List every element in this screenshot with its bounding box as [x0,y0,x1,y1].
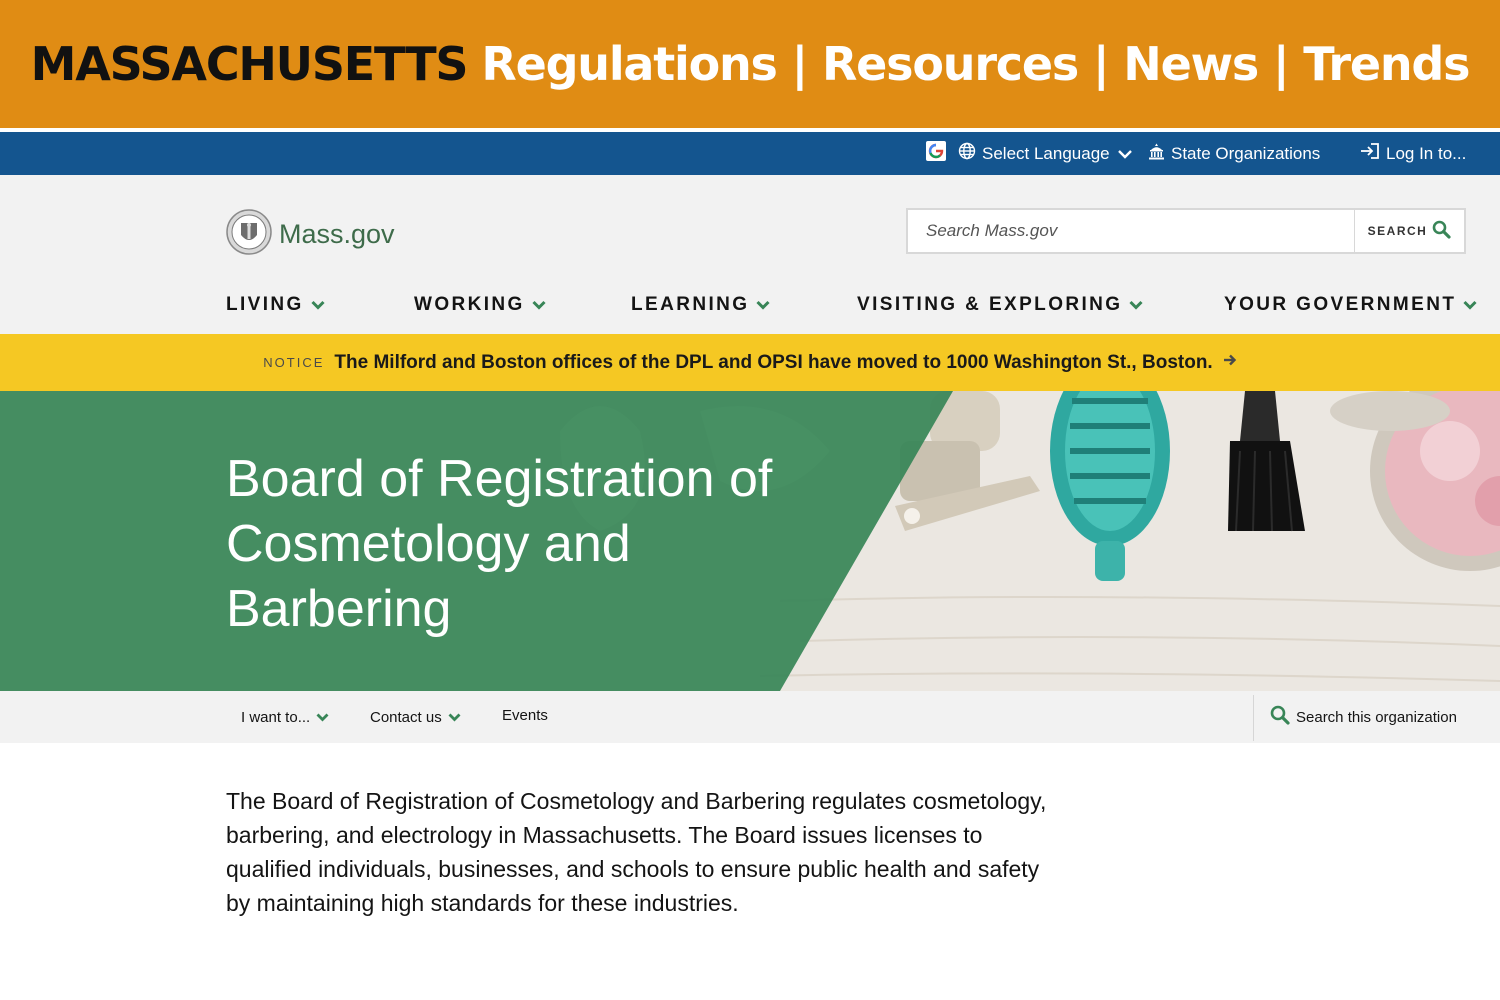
globe-icon [958,142,982,165]
nav-item-visiting-exploring[interactable] [857,287,1143,323]
state-seal-icon [226,209,272,260]
main-navigation [0,287,1500,323]
promo-banner [0,0,1500,128]
search-icon [1427,220,1451,242]
login-icon [1360,142,1386,165]
subnav-item-label: Contact us [370,708,442,726]
hero-section [0,391,1500,691]
chevron-down-icon [749,294,770,316]
intro-paragraph: The Board of Registration of Cosmetology and Barbering regulates cosmetology, barbering, and electrology in Massachusetts. The Board issues licenses to qualified individuals, businesses, and schools to ensure public health and safety by maintaining high standards for these industries. [226,788,1047,916]
chevron-down-icon [525,294,546,316]
notice-label: NOTICE [263,355,325,370]
nav-item-label: VISITING & EXPLORING [857,294,1123,315]
search-button[interactable] [1354,210,1464,252]
chevron-down-icon [1118,144,1138,164]
chevron-down-icon [442,709,461,726]
search-input[interactable] [908,210,1354,252]
banner-subtitle: Regulations | Resources | News | Trends [481,37,1470,91]
building-icon [1148,143,1171,165]
chevron-down-icon [310,709,329,726]
google-translate-icon [926,141,952,166]
select-language-button[interactable] [926,132,1138,175]
nav-item-label: YOUR GOVERNMENT [1224,294,1457,315]
nav-item-label: WORKING [414,294,525,315]
site-header [0,175,1500,334]
site-search [906,208,1466,254]
banner-title: MASSACHUSETTS [30,37,468,91]
chevron-down-icon [304,294,325,316]
arrow-right-icon [1213,353,1237,372]
search-icon [1270,705,1296,729]
nav-item-label: LEARNING [631,294,750,315]
chevron-down-icon [1122,294,1143,316]
page-title: Board of Registration of Cosmetology and Barbering [226,450,773,638]
select-language-label: Select Language [982,143,1110,163]
nav-item-your-government[interactable] [1224,287,1477,323]
mass-gov-logo[interactable] [226,209,395,260]
notice-banner[interactable] [0,334,1500,391]
nav-item-label: LIVING [226,294,304,315]
notice-text: The Milford and Boston offices of the DPL and OPSI have moved to 1000 Washington St., Boston. [334,351,1213,373]
subnav-divider [1253,695,1254,741]
contact-us-dropdown[interactable] [370,691,461,743]
nav-item-learning[interactable] [631,287,770,323]
login-label: Log In to... [1386,143,1467,163]
subnav-item-label: Events [502,706,548,724]
events-link[interactable] [502,689,548,741]
state-organizations-button[interactable] [1148,132,1320,175]
logo-text: Mass.gov [279,219,395,249]
utility-bar [0,132,1500,175]
search-organization-label: Search this organization [1296,708,1457,726]
login-button[interactable] [1360,132,1466,175]
state-organizations-label: State Organizations [1171,143,1321,163]
nav-item-working[interactable] [414,287,546,323]
search-button-label: SEARCH [1367,224,1428,238]
chevron-down-icon [1456,294,1477,316]
nav-item-living[interactable] [226,287,325,323]
organization-subnav [0,691,1500,743]
search-organization-button[interactable] [1270,691,1457,743]
subnav-item-label: I want to... [241,708,311,726]
i-want-to-dropdown[interactable] [241,691,329,743]
